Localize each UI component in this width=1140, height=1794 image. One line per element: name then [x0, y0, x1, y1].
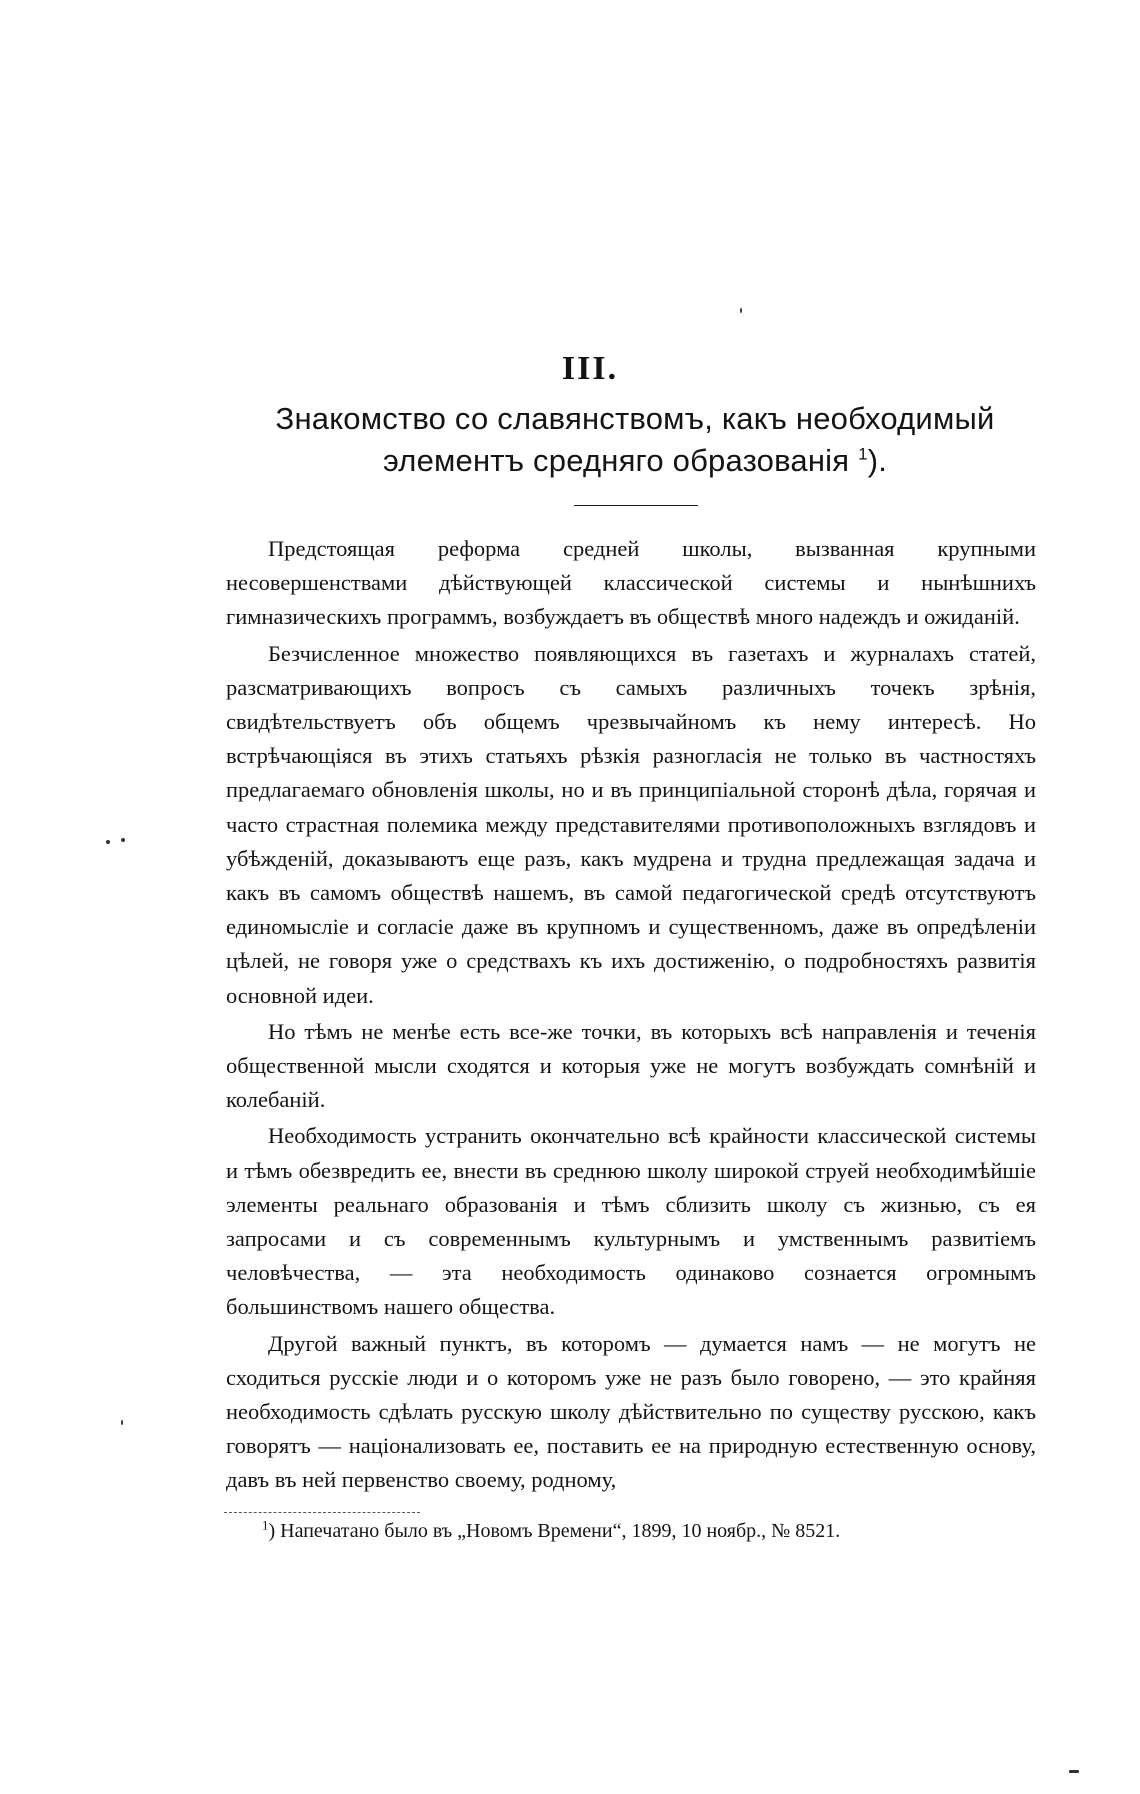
footnote-mark: 1	[262, 1517, 269, 1533]
footnote	[262, 1516, 1042, 1546]
paragraph: Но тѣмъ не менѣе есть все-же точки, въ которыхъ всѣ направленія и теченія общественной мысли сходятся и которыя уже не могутъ возбуждать сомнѣній и колебаній.	[226, 1018, 1036, 1113]
chapter-title	[225, 398, 1045, 482]
scan-speck	[121, 838, 125, 842]
title-close: ).	[867, 443, 888, 478]
paragraph: Другой важный пунктъ, въ которомъ — думается намъ — не могутъ не сходиться русскіе люди и о которомъ уже не разъ было говорено, — это крайняя необходимость сдѣлать русскую школу дѣйствительно по существу русскою, какъ говорятъ — націонализовать ее, поставить ее на природную естественную основу, давъ въ ней первенство своему, родному,	[226, 1330, 1036, 1493]
chapter-title-text: Знакомство со славянствомъ, какъ необходимый элементъ средняго образованія	[275, 401, 995, 478]
scan-speck	[106, 840, 110, 844]
paragraph: Безчисленное множество появляющихся въ газетахъ и журналахъ статей, разсматривающихъ вопросъ съ самыхъ различныхъ точекъ зрѣнія, свидѣтельствуетъ объ общемъ чрезвычайномъ къ нему интересѣ. Но встрѣчающіяся въ этихъ статьяхъ рѣзкія разногласія не только въ частностяхъ предлагаемаго обновленія школы, но и въ принципіальной сторонѣ дѣла, горячая и часто страстная полемика между представителями противоположныхъ взглядовъ и убѣжденій, доказываютъ еще разъ, какъ мудрена и трудна предлежащая задача и какъ въ самомъ обществѣ нашемъ, въ самой педагогической средѣ отсутствуютъ единомысліе и согласіе даже въ крупномъ и существенномъ, даже въ опредѣленіи цѣлей, не говоря уже о средствахъ къ ихъ достиженію, о подробностяхъ развитія основной идеи.	[226, 640, 1036, 1008]
chapter-numeral: III.	[561, 350, 619, 387]
footnote-text: ) Напечатано было въ „Новомъ Времени“, 1899, 10 ноябр., № 8521.	[268, 1520, 841, 1542]
scan-speck	[740, 308, 742, 313]
title-divider	[574, 505, 698, 506]
footnote-divider	[224, 1512, 420, 1513]
paragraph: Предстоящая реформа средней школы, вызванная крупными несовершенствами дѣйствующей классической системы и нынѣшнихъ гимназическихъ программъ, возбуждаетъ въ обществѣ много надеждъ и ожиданій.	[226, 536, 1036, 630]
body-text	[226, 532, 1036, 1500]
title-footnote-mark[interactable]: 1	[858, 444, 868, 464]
paragraph: Необходимость устранить окончательно всѣ крайности классической системы и тѣмъ обезвредить ее, внести въ среднюю школу широкой струей необходимѣйшіе элементы реальнаго образованія и тѣмъ сблизить школу съ жизнью, съ ея запросами и съ современнымъ культурнымъ и умственнымъ развитіемъ человѣчества, — эта необходимость одинаково сознается огромнымъ большинствомъ нашего общества.	[226, 1123, 1036, 1320]
scan-speck	[1069, 1770, 1079, 1773]
scan-speck	[121, 1420, 123, 1425]
